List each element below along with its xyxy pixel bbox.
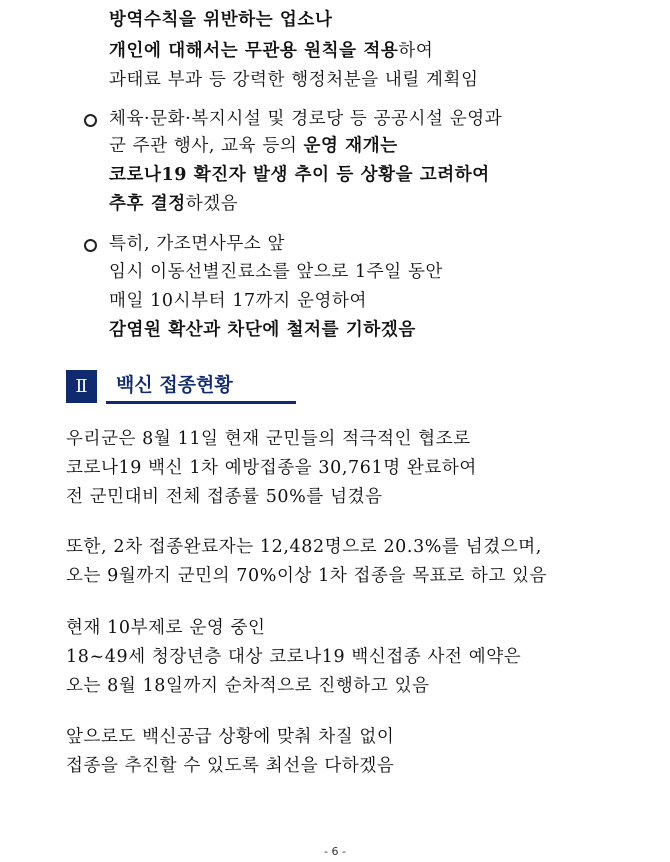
section-underline (106, 401, 296, 404)
text-segment: 우리군은 8월 11일 현재 군민들의 적극적인 협조로 (66, 429, 471, 449)
text-segment: 특히, 가조면사무소 앞 (109, 234, 286, 254)
text-segment: 운영 재개는 (303, 136, 398, 156)
text-segment: 18~49세 청장년층 대상 코로나19 백신접종 사전 예약은 (66, 647, 522, 667)
text-segment: 접종을 추진할 수 있도록 최선을 다하겠음 (66, 756, 395, 776)
text-segment: 하여 (398, 41, 434, 61)
text-segment: 오는 8월 18일까지 순차적으로 진행하고 있음 (66, 676, 430, 696)
text-segment: 코로나19 확진자 발생 추이 등 상황을 고려하여 (109, 165, 490, 185)
text-segment: 하겠음 (185, 194, 239, 214)
paragraph-line (66, 674, 430, 698)
text-segment: 전 군민대비 전체 접종률 50%를 넘겼음 (66, 487, 383, 507)
text-segment: 오는 9월까지 군민의 70%이상 1차 접종을 목표로 하고 있음 (66, 566, 548, 586)
paragraph-line (109, 8, 332, 32)
text-segment: 방역수칙을 위반하는 업소나 (109, 10, 333, 30)
paragraph-line (66, 564, 547, 588)
paragraph-line (66, 456, 477, 480)
section-title: 백신 접종현황 (116, 374, 233, 396)
text-segment: 감염원 확산과 차단에 철저를 기하겠음 (109, 320, 416, 340)
bullet-paragraph-line (109, 107, 502, 131)
text-segment: 추후 결정 (109, 194, 186, 214)
paragraph-line (109, 289, 367, 313)
text-segment: 앞으로도 백신공급 상황에 맞춰 차질 없이 (66, 727, 395, 747)
text-segment: 군 주관 행사, 교육 등의 (109, 136, 304, 156)
paragraph-line (109, 134, 398, 158)
text-segment: 매일 10시부터 17까지 운영하여 (109, 291, 367, 311)
paragraph-line (66, 616, 266, 640)
circle-bullet-icon (84, 114, 97, 127)
page-number: - 6 - (324, 845, 346, 858)
paragraph-line (66, 754, 394, 778)
paragraph-line (109, 260, 443, 284)
text-segment: 임시 이동선별진료소를 앞으로 1주일 동안 (109, 262, 443, 282)
section-number-badge: Ⅱ (66, 370, 97, 403)
paragraph-line (109, 163, 490, 187)
text-segment: 코로나19 백신 1차 예방접종을 30,761명 완료하여 (66, 458, 477, 478)
paragraph-line (66, 535, 542, 559)
text-segment: 과태료 부과 등 강력한 행정처분을 내릴 계획임 (109, 70, 479, 90)
paragraph-line (66, 725, 394, 749)
circle-bullet-icon (84, 239, 97, 252)
paragraph-line (109, 39, 433, 63)
paragraph-line (66, 427, 471, 451)
paragraph-line (66, 485, 383, 509)
text-segment: 체육·문화·복지시설 및 경로당 등 공공시설 운영과 (109, 109, 503, 129)
paragraph-line (66, 645, 521, 669)
text-segment: 개인에 대해서는 무관용 원칙을 적용 (109, 41, 399, 61)
paragraph-line (109, 318, 416, 342)
text-segment: 또한, 2차 접종완료자는 12,482명으로 20.3%를 넘겼으며, (66, 537, 542, 557)
paragraph-line (109, 192, 238, 216)
paragraph-line (109, 68, 479, 92)
bullet-paragraph-line (109, 232, 285, 256)
text-segment: 현재 10부제로 운영 중인 (66, 618, 266, 638)
